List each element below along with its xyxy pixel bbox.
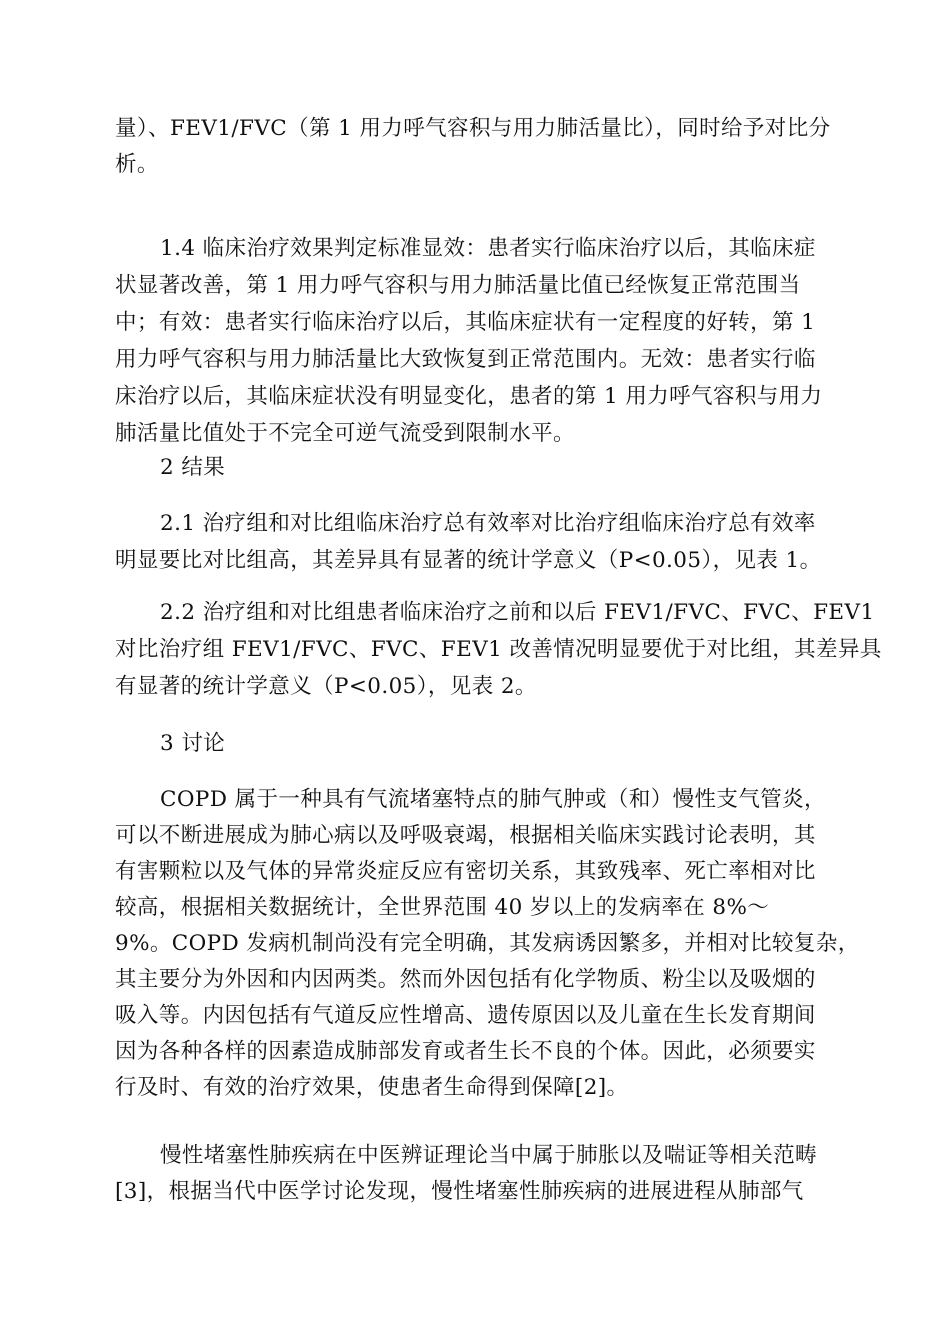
text-line: 较高，根据相关数据统计，全世界范围 40 岁以上的发病率在 8%～ [115, 895, 770, 920]
text-line: COPD 属于一种具有气流堵塞特点的肺气肿或（和）慢性支气管炎， [160, 787, 826, 812]
text-line: 量）、FEV1/FVC（第 1 用力呼气容积与用力肺活量比），同时给予对比分 [115, 116, 831, 141]
text-line: [3]，根据当代中医学讨论发现，慢性堵塞性肺疾病的进展进程从肺部气 [115, 1179, 804, 1204]
text-line: 明显要比对比组高，其差异具有显著的统计学意义（P<0.05），见表 1。 [115, 548, 822, 573]
text-line: 状显著改善，第 1 用力呼气容积与用力肺活量比值已经恢复正常范围当 [115, 273, 801, 298]
text-line: 析。 [115, 152, 159, 177]
text-line: 床治疗以后，其临床症状没有明显变化，患者的第 1 用力呼气容积与用力 [115, 384, 823, 409]
text-line: 行及时、有效的治疗效果，使患者生命得到保障[2]。 [115, 1075, 629, 1100]
text-line: 2.1 治疗组和对比组临床治疗总有效率对比治疗组临床治疗总有效率 [160, 511, 816, 536]
text-line: 因为各种各样的因素造成肺部发育或者生长不良的个体。因此，必须要实 [115, 1039, 816, 1064]
text-line: 慢性堵塞性肺疾病在中医辨证理论当中属于肺胀以及喘证等相关范畴 [160, 1143, 818, 1168]
text-line: 吸入等。内因包括有气道反应性增高、遗传原因以及儿童在生长发育期间 [115, 1003, 816, 1028]
text-line: 中；有效：患者实行临床治疗以后，其临床症状有一定程度的好转，第 1 [115, 310, 816, 335]
text-line: 9%。COPD 发病机制尚没有完全明确，其发病诱因繁多，并相对比较复杂， [115, 931, 860, 956]
section-heading: 3 讨论 [160, 731, 226, 756]
text-line: 有害颗粒以及气体的异常炎症反应有密切关系，其致残率、死亡率相对比 [115, 859, 816, 884]
text-line: 对比治疗组 FEV1/FVC、FVC、FEV1 改善情况明显要优于对比组，其差异具 [115, 637, 882, 662]
text-line: 可以不断进展成为肺心病以及呼吸衰竭，根据相关临床实践讨论表明，其 [115, 823, 816, 848]
text-line: 用力呼气容积与用力肺活量比大致恢复到正常范围内。无效：患者实行临 [115, 347, 816, 372]
text-line: 1.4 临床治疗效果判定标准显效：患者实行临床治疗以后，其临床症 [160, 236, 816, 261]
section-heading: 2 结果 [160, 455, 226, 480]
text-line: 2.2 治疗组和对比组患者临床治疗之前和以后 FEV1/FVC、FVC、FEV1 [160, 600, 875, 625]
text-line: 其主要分为外因和内因两类。然而外因包括有化学物质、粉尘以及吸烟的 [115, 967, 816, 992]
text-line: 肺活量比值处于不完全可逆气流受到限制水平。 [115, 421, 575, 446]
text-line: 有显著的统计学意义（P<0.05），见表 2。 [115, 674, 537, 699]
